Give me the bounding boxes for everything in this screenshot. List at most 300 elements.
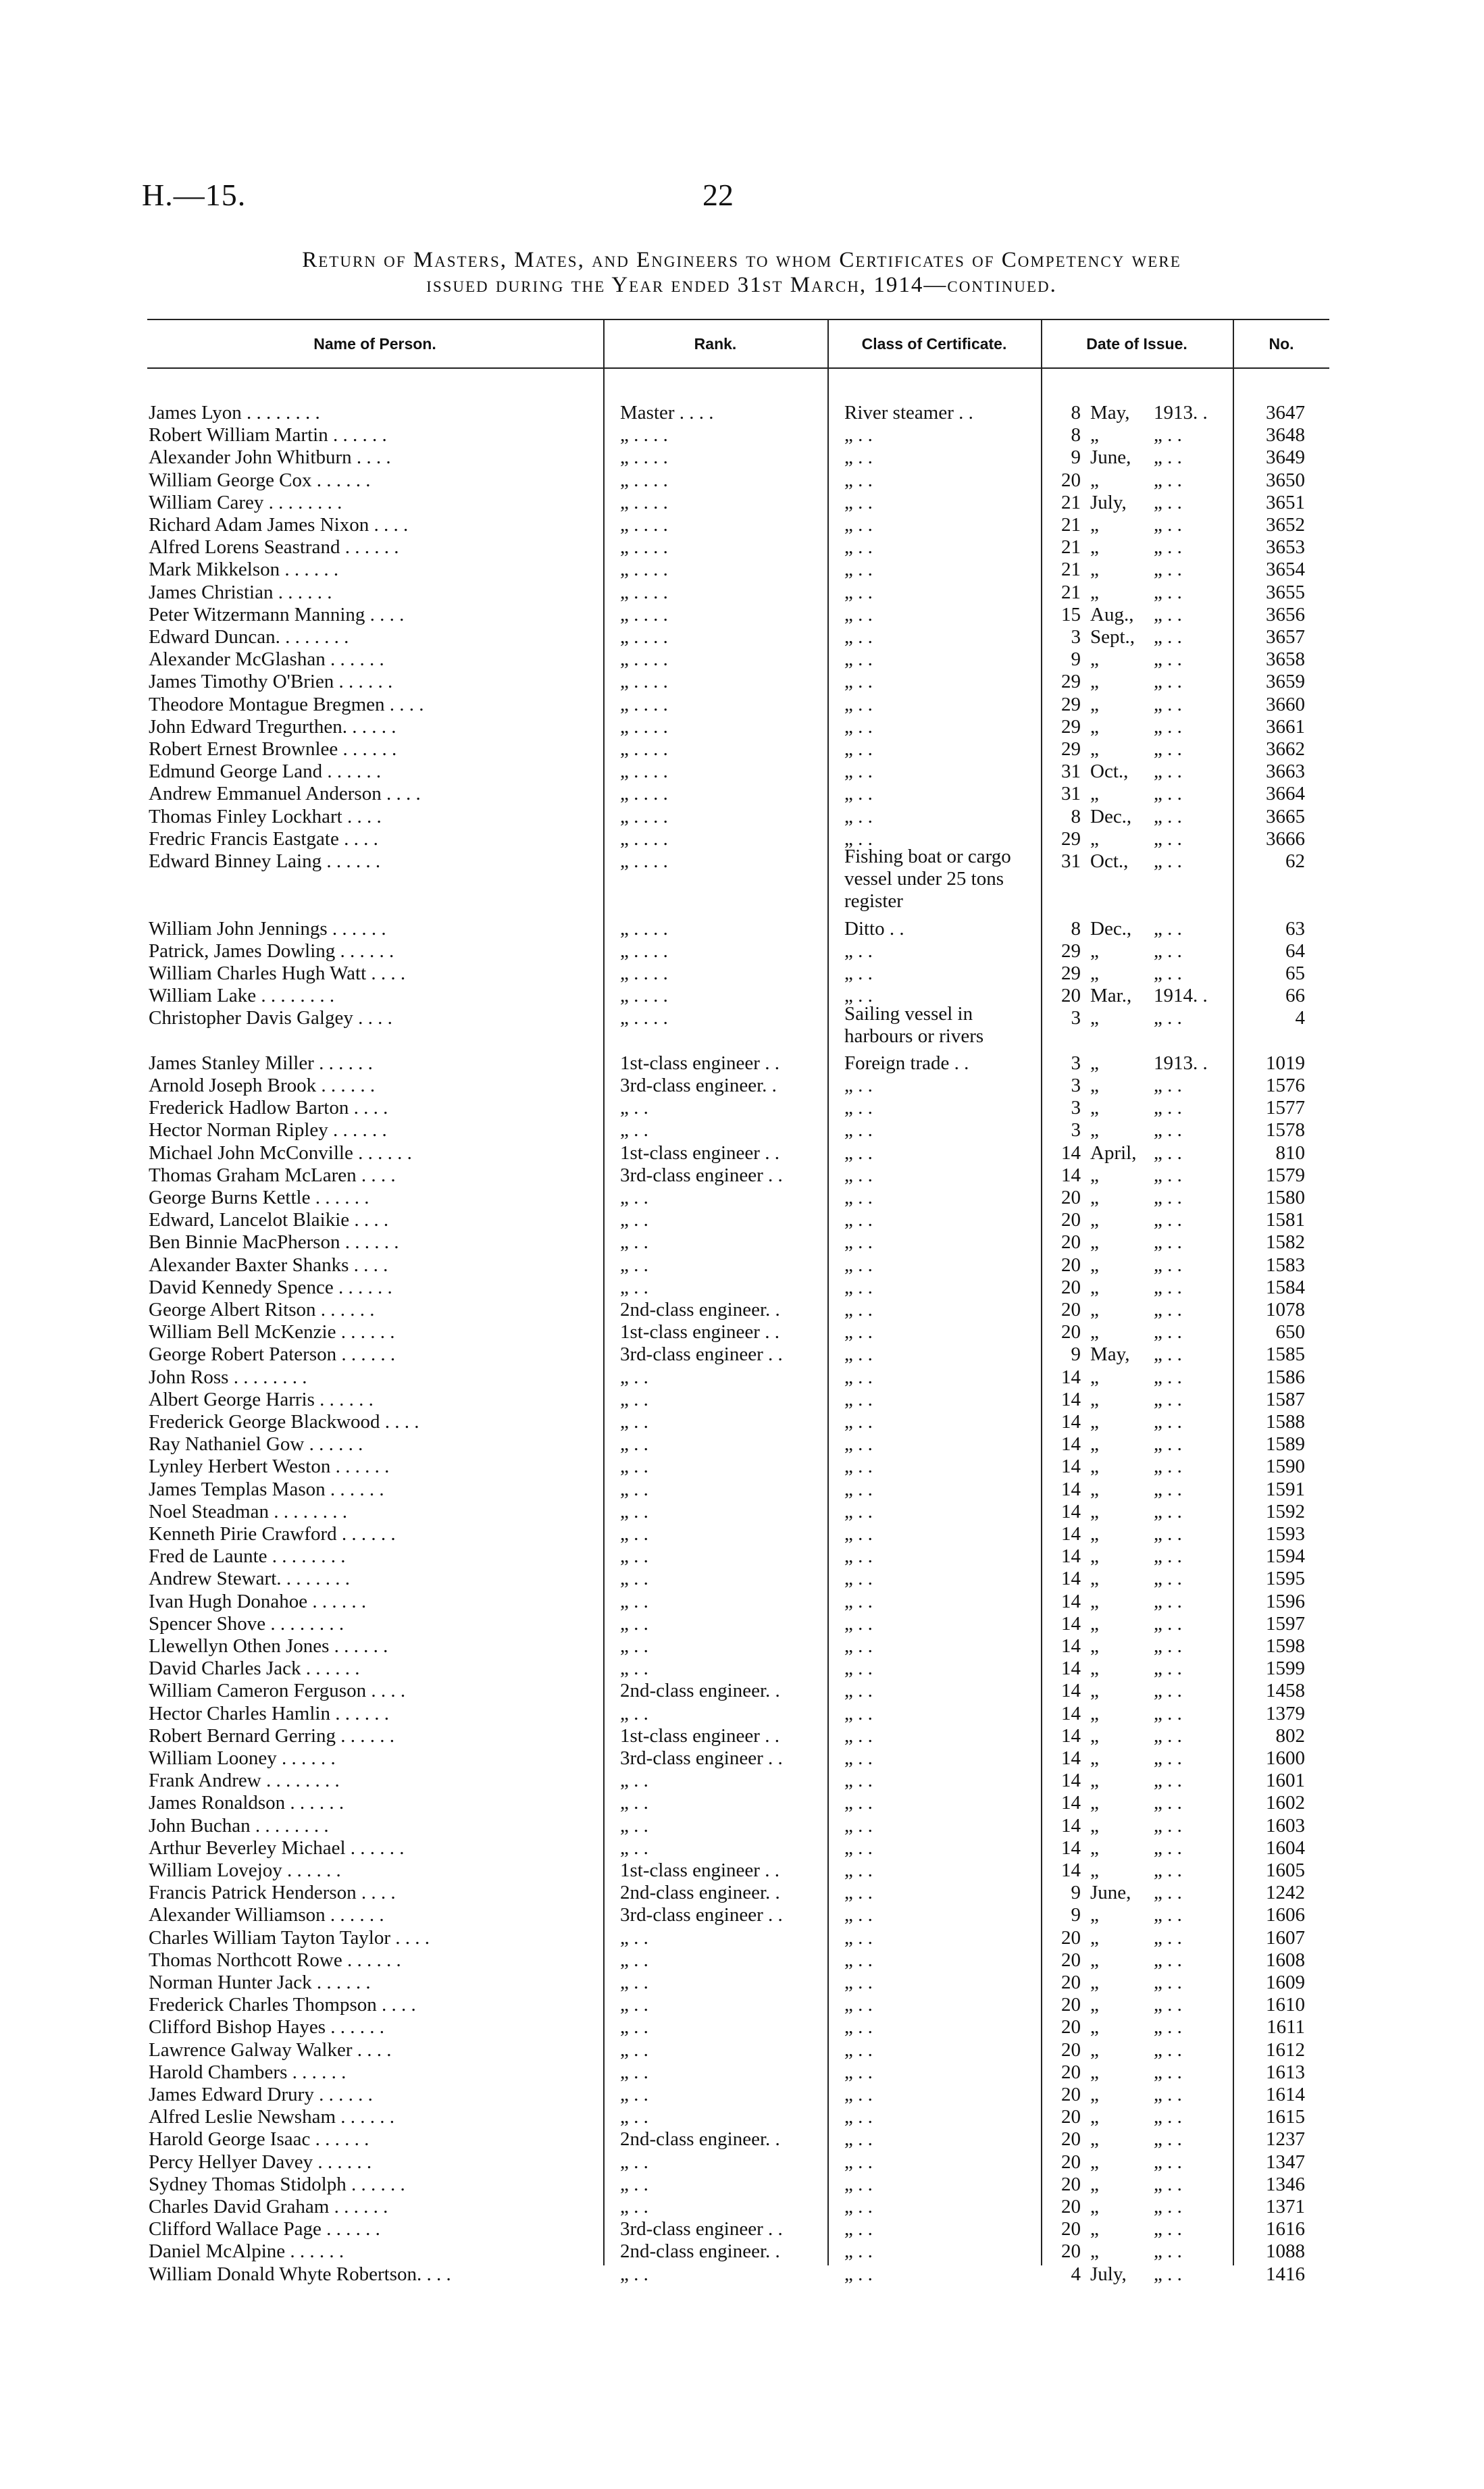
certificate-number: 1610 [1266,1994,1305,2016]
rank: „ . . [620,1456,648,1478]
issue-day: 20 [1061,1926,1081,1949]
certificate-class: „ . . [844,2038,873,2061]
table-row [0,1030,1484,1052]
table-row [0,1904,1484,1926]
issue-day: 21 [1061,536,1081,559]
rank: „ . . [620,1500,648,1522]
issue-year: „ . . [1154,1792,1182,1814]
table-row [0,1568,1484,1590]
person-name: Albert George Harris . . . . . . [149,1388,374,1410]
certificate-class: „ . . [844,1770,873,1792]
certificate-class: „ . . [844,1724,873,1747]
rank: „ . . [620,1388,648,1410]
certificate-class: „ . . [844,2016,873,2038]
issue-day: 31 [1061,783,1081,805]
issue-month: June, [1090,1882,1131,1904]
issue-year: „ . . [1154,1859,1182,1881]
certificate-class: „ . . [844,827,873,850]
issue-day: 8 [1071,805,1081,827]
issue-year: „ . . [1154,738,1182,760]
table-row [0,1927,1484,1949]
issue-day: 20 [1061,2061,1081,2083]
person-name: Alexander McGlashan . . . . . . [149,648,384,671]
certificate-number: 1613 [1266,2061,1305,2083]
person-name: William Cameron Ferguson . . . . [149,1680,406,1702]
table-row [0,604,1484,626]
certificate-number: 1584 [1266,1276,1305,1298]
issue-day: 14 [1061,1792,1081,1814]
certificate-class: „ . . [844,1702,873,1724]
person-name: James Ronaldson . . . . . . [149,1792,344,1814]
person-name: Harold Chambers . . . . . . [149,2061,347,2083]
person-name: Fred de Launte . . . . . . . . [149,1545,346,1568]
issue-year: „ . . [1154,1478,1182,1500]
issue-day: 14 [1061,1500,1081,1522]
table-row [0,716,1484,738]
table-row [0,2061,1484,2084]
table-row [0,1703,1484,1725]
issue-day: 20 [1061,1276,1081,1298]
issue-year: „ . . [1154,514,1182,536]
column-header-name: Name of Person. [313,334,436,353]
issue-year: „ . . [1154,581,1182,603]
table-row [0,2151,1484,2174]
issue-year: „ . . [1154,1209,1182,1231]
issue-year: „ . . [1154,648,1182,671]
certificate-number: 3661 [1266,715,1305,738]
issue-year: „ . . [1154,1972,1182,1993]
certificate-number: 3664 [1266,783,1305,805]
certificate-class: „ . . [844,2128,873,2151]
rank: 3rd-class engineer. . [620,1075,777,1096]
certificate-class: „ . . [844,783,873,805]
certificate-class: „ . . [844,805,873,827]
issue-year: „ . . [1154,963,1182,984]
issue-month: „ [1090,2128,1099,2151]
certificate-number: 1585 [1266,1343,1305,1366]
certificate-class: „ . . [844,1500,873,1522]
issue-month: „ [1090,469,1099,491]
person-name: Peter Witzermann Manning . . . . [149,603,405,625]
issue-year: „ . . [1154,1949,1182,1971]
rank: 1st-class engineer . . [620,1859,779,1881]
certificate-class: „ . . [844,1388,873,1410]
issue-day: 14 [1061,1635,1081,1657]
class-fishing-note: Fishing boat or cargo vessel under 25 tons register [844,846,1011,912]
certificate-class: „ . . [844,1792,873,1814]
table-row [0,582,1484,604]
table-row [0,446,1484,469]
issue-year: „ . . [1154,693,1182,715]
issue-year: „ . . [1154,626,1182,648]
person-name: Frederick Charles Thompson . . . . [149,1994,416,2016]
table-row [0,1725,1484,1747]
certificate-class: „ . . [844,581,873,603]
issue-day: 21 [1061,491,1081,513]
person-name: Frank Andrew . . . . . . . . [149,1770,340,1792]
rank: „ . . . . [620,805,668,827]
issue-day: 14 [1061,1388,1081,1410]
report-title-line2: issued during the Year ended 31st March, 1914—continued. [426,273,1057,297]
issue-year: „ . . [1154,1770,1182,1792]
issue-month: „ [1090,1523,1099,1545]
issue-year: „ . . [1154,761,1182,783]
person-name: Thomas Northcott Rowe . . . . . . [149,1949,401,1971]
certificate-number: 3652 [1266,514,1305,536]
issue-year: „ . . [1154,1904,1182,1926]
issue-month: „ [1090,2106,1099,2128]
issue-day: 8 [1071,402,1081,424]
person-name: John Ross . . . . . . . . [149,1366,307,1388]
person-name: Michael John McConville . . . . . . [149,1141,412,1164]
issue-day: 31 [1061,850,1081,872]
issue-year: „ . . [1154,2240,1182,2263]
table-row [0,1411,1484,1433]
issue-day: 14 [1061,1433,1081,1456]
person-name: Hector Norman Ripley . . . . . . [149,1119,387,1141]
issue-year: „ . . [1154,1523,1182,1545]
certificate-class: „ . . [844,2196,873,2217]
rank: „ . . [620,1926,648,1949]
person-name: Edward, Lancelot Blaikie . . . . [149,1209,389,1231]
issue-day: 14 [1061,1141,1081,1164]
certificate-class: „ . . [844,2263,873,2285]
issue-year: „ . . [1154,1926,1182,1949]
table-row [0,873,1484,895]
certificate-number: 3656 [1266,603,1305,625]
rank: 2nd-class engineer. . [620,1882,780,1904]
issue-year: „ . . [1154,1388,1182,1410]
issue-day: 20 [1061,1299,1081,1320]
column-header-no: No. [1269,334,1294,353]
issue-year: „ . . [1154,2106,1182,2128]
issue-month: „ [1090,2196,1099,2217]
person-name: Charles William Tayton Taylor . . . . [149,1926,430,1949]
issue-year: „ . . [1154,469,1182,491]
rank: „ . . . . [620,626,668,648]
rank: „ . . [620,1411,648,1433]
rank: 3rd-class engineer . . [620,1904,783,1926]
issue-month: „ [1090,2084,1099,2105]
person-name: James Timothy O'Brien . . . . . . [149,671,393,693]
certificate-class: „ . . [844,648,873,671]
rank: „ . . [620,1276,648,1298]
issue-month: „ [1090,1724,1099,1747]
table-row [0,2218,1484,2240]
issue-year: „ . . [1154,2128,1182,2151]
table-row [0,1097,1484,1119]
person-name: James Templas Mason . . . . . . [149,1478,384,1500]
certificate-class: „ . . [844,1994,873,2016]
issue-year: „ . . [1154,2173,1182,2195]
table-row [0,626,1484,648]
rank: „ . . [620,1972,648,1993]
issue-day: 20 [1061,1231,1081,1254]
issue-month: „ [1090,715,1099,738]
issue-year: „ . . [1154,671,1182,693]
person-name: Noel Steadman . . . . . . . . [149,1500,347,1522]
certificate-class: „ . . [844,1590,873,1612]
rank: „ . . . . [620,693,668,715]
certificate-class: „ . . [844,1276,873,1298]
rank: „ . . [620,2106,648,2128]
certificate-number: 1597 [1266,1612,1305,1635]
issue-month: „ [1090,693,1099,715]
certificate-number: 1416 [1266,2263,1305,2285]
table-row [0,1680,1484,1702]
certificate-number: 650 [1275,1321,1305,1343]
rank: „ . . [620,1523,648,1545]
issue-month: May, [1090,1343,1130,1366]
issue-year: „ . . [1154,1343,1182,1366]
issue-month: „ [1090,536,1099,559]
issue-month: „ [1090,1052,1099,1074]
person-name: Robert Bernard Gerring . . . . . . [149,1724,395,1747]
certificate-class: „ . . [844,2106,873,2128]
issue-month: „ [1090,2240,1099,2263]
table-row [0,1277,1484,1299]
class-sailing-note: Sailing vessel in harbours or rivers [844,1003,984,1047]
issue-year: „ . . [1154,1814,1182,1837]
issue-year: „ . . [1154,1702,1182,1724]
person-name: Fredric Francis Eastgate . . . . [149,827,378,850]
certificate-number: 1587 [1266,1388,1305,1410]
certificate-class: „ . . [844,761,873,783]
rank: 2nd-class engineer. . [620,1680,780,1702]
certificate-class: „ . . [844,1680,873,1702]
certificate-class: „ . . [844,603,873,625]
certificate-number: 1581 [1266,1209,1305,1231]
issue-month: „ [1090,1299,1099,1320]
person-name: Christopher Davis Galgey . . . . [149,1007,392,1029]
rank: „ . . [620,1658,648,1680]
rank: „ . . . . [620,514,668,536]
rank: „ . . [620,2038,648,2061]
certificate-number: 1371 [1266,2196,1305,2217]
rank: „ . . [620,1478,648,1500]
table-row [0,1501,1484,1523]
person-name: Alexander John Whitburn . . . . [149,446,391,469]
person-name: William Donald Whyte Robertson. . . . [149,2263,451,2285]
person-name: William Charles Hugh Watt . . . . [149,963,406,984]
issue-month: „ [1090,1814,1099,1837]
issue-year: „ . . [1154,1231,1182,1254]
table-row [0,1142,1484,1164]
certificate-class: „ . . [844,1456,873,1478]
certificate-class: „ . . [844,424,873,446]
certificate-number: 3658 [1266,648,1305,671]
certificate-class: Ditto . . [844,917,904,940]
rank: „ . . . . [620,446,668,469]
certificate-number: 1600 [1266,1747,1305,1769]
certificate-number: 62 [1285,850,1305,872]
issue-day: 8 [1071,424,1081,446]
rank: „ . . . . [620,536,668,559]
issue-day: 20 [1061,1209,1081,1231]
issue-day: 31 [1061,761,1081,783]
table-row [0,2196,1484,2218]
certificate-number: 3647 [1266,402,1305,424]
rank: „ . . . . [620,715,668,738]
issue-month: „ [1090,1366,1099,1388]
certificate-number: 3653 [1266,536,1305,559]
issue-day: 20 [1061,469,1081,491]
rank: „ . . [620,1568,648,1590]
rank: „ . . . . [620,424,668,446]
issue-month: „ [1090,581,1099,603]
person-name: Frederick Hadlow Barton . . . . [149,1097,388,1119]
issue-day: 20 [1061,2128,1081,2151]
rank: Master . . . . [620,402,714,424]
rank: „ . . . . [620,648,668,671]
table-row [0,402,1484,424]
person-name: Lynley Herbert Weston . . . . . . [149,1456,390,1478]
issue-year: „ . . [1154,1411,1182,1433]
person-name: Mark Mikkelson . . . . . . [149,559,339,581]
table-row [0,1658,1484,1680]
table-row [0,2174,1484,2196]
issue-month: Sept., [1090,626,1135,648]
table-row [0,1792,1484,1814]
issue-year: „ . . [1154,1299,1182,1320]
issue-day: 14 [1061,1366,1081,1388]
person-name: Frederick George Blackwood . . . . [149,1411,419,1433]
person-name: James Stanley Miller . . . . . . [149,1052,373,1074]
rank: „ . . . . [620,783,668,805]
certificate-number: 1611 [1266,2016,1305,2038]
person-name: Andrew Stewart. . . . . . . . [149,1568,351,1590]
table-row [0,424,1484,446]
rank: 1st-class engineer . . [620,1052,779,1074]
person-name: Ivan Hugh Donahoe . . . . . . [149,1590,367,1612]
issue-year: „ . . [1154,491,1182,513]
certificate-number: 1614 [1266,2084,1305,2105]
certificate-class: „ . . [844,1433,873,1456]
issue-month: „ [1090,1770,1099,1792]
certificate-number: 3662 [1266,738,1305,760]
certificate-number: 1347 [1266,2151,1305,2173]
person-name: David Kennedy Spence . . . . . . [149,1276,392,1298]
issue-year: „ . . [1154,1321,1182,1343]
rank: „ . . [620,1612,648,1635]
table-row [0,738,1484,761]
issue-month: June, [1090,446,1131,469]
certificate-class: „ . . [844,1926,873,1949]
issue-month: „ [1090,2151,1099,2173]
person-name: David Charles Jack . . . . . . [149,1658,360,1680]
table-row [0,1613,1484,1635]
issue-month: „ [1090,2038,1099,2061]
certificate-class: „ . . [844,1837,873,1859]
certificate-class: „ . . [844,1164,873,1186]
certificate-number: 1602 [1266,1792,1305,1814]
certificate-class: „ . . [844,2151,873,2173]
person-name: Edward Duncan. . . . . . . . [149,626,349,648]
certificate-number: 3666 [1266,827,1305,850]
issue-year: „ . . [1154,1119,1182,1141]
issue-month: Aug., [1090,603,1134,625]
certificate-number: 1578 [1266,1119,1305,1141]
issue-year: „ . . [1154,2084,1182,2105]
certificate-class: „ . . [844,1972,873,1993]
issue-day: 14 [1061,1590,1081,1612]
person-name: Edmund George Land . . . . . . [149,761,382,783]
person-name: John Edward Tregurthen. . . . . . [149,715,396,738]
issue-day: 29 [1061,693,1081,715]
table-row [0,806,1484,828]
certificate-number: 1603 [1266,1814,1305,1837]
certificate-class: „ . . [844,2218,873,2240]
certificate-number: 1019 [1266,1052,1305,1074]
issue-month: „ [1090,783,1099,805]
certificate-class: „ . . [844,1904,873,1926]
issue-day: 14 [1061,1164,1081,1186]
issue-day: 9 [1071,446,1081,469]
issue-day: 9 [1071,1904,1081,1926]
person-name: Thomas Graham McLaren . . . . [149,1164,396,1186]
rank: 3rd-class engineer . . [620,1164,783,1186]
table-row [0,1837,1484,1859]
issue-year: „ . . [1154,1612,1182,1635]
rank: 1st-class engineer . . [620,1724,779,1747]
certificate-number: 1616 [1266,2218,1305,2240]
issue-month: July, [1090,491,1127,513]
table-row [0,1770,1484,1792]
issue-year: „ . . [1154,805,1182,827]
certificate-number: 810 [1275,1141,1305,1164]
rank: „ . . [620,1949,648,1971]
certificate-number: 1601 [1266,1770,1305,1792]
rank: 2nd-class engineer. . [620,2128,780,2151]
table-row [0,2084,1484,2106]
certificate-number: 1599 [1266,1658,1305,1680]
rank: 3rd-class engineer . . [620,2218,783,2240]
issue-month: „ [1090,1994,1099,2016]
issue-day: 20 [1061,2218,1081,2240]
table-row [0,2016,1484,2038]
certificate-class: „ . . [844,1568,873,1590]
rank: „ . . [620,1209,648,1231]
person-name: George Burns Kettle . . . . . . [149,1187,369,1208]
table-row [0,1859,1484,1882]
issue-year: „ . . [1154,1254,1182,1276]
column-header-rank: Rank. [694,334,737,353]
issue-day: 20 [1061,2196,1081,2217]
rank: 3rd-class engineer . . [620,1343,783,1366]
issue-month: „ [1090,1837,1099,1859]
table-row [0,1187,1484,1209]
rank: „ . . . . [620,761,668,783]
certificate-class: „ . . [844,1882,873,1904]
issue-month: „ [1090,1545,1099,1568]
rank: 3rd-class engineer . . [620,1747,783,1769]
certificate-class: „ . . [844,1209,873,1231]
certificate-number: 1593 [1266,1523,1305,1545]
person-name: Charles David Graham . . . . . . [149,2196,388,2217]
certificate-number: 3648 [1266,424,1305,446]
issue-day: 20 [1061,1949,1081,1971]
issue-year: „ . . [1154,2151,1182,2173]
issue-day: 14 [1061,1568,1081,1590]
issue-day: 14 [1061,1837,1081,1859]
issue-month: „ [1090,1187,1099,1208]
certificate-class: „ . . [844,1187,873,1208]
person-name: James Edward Drury . . . . . . [149,2084,373,2105]
rank: „ . . . . [620,917,668,940]
person-name: James Christian . . . . . . [149,581,332,603]
page-number: 22 [702,178,734,212]
certificate-class: „ . . [844,1411,873,1433]
